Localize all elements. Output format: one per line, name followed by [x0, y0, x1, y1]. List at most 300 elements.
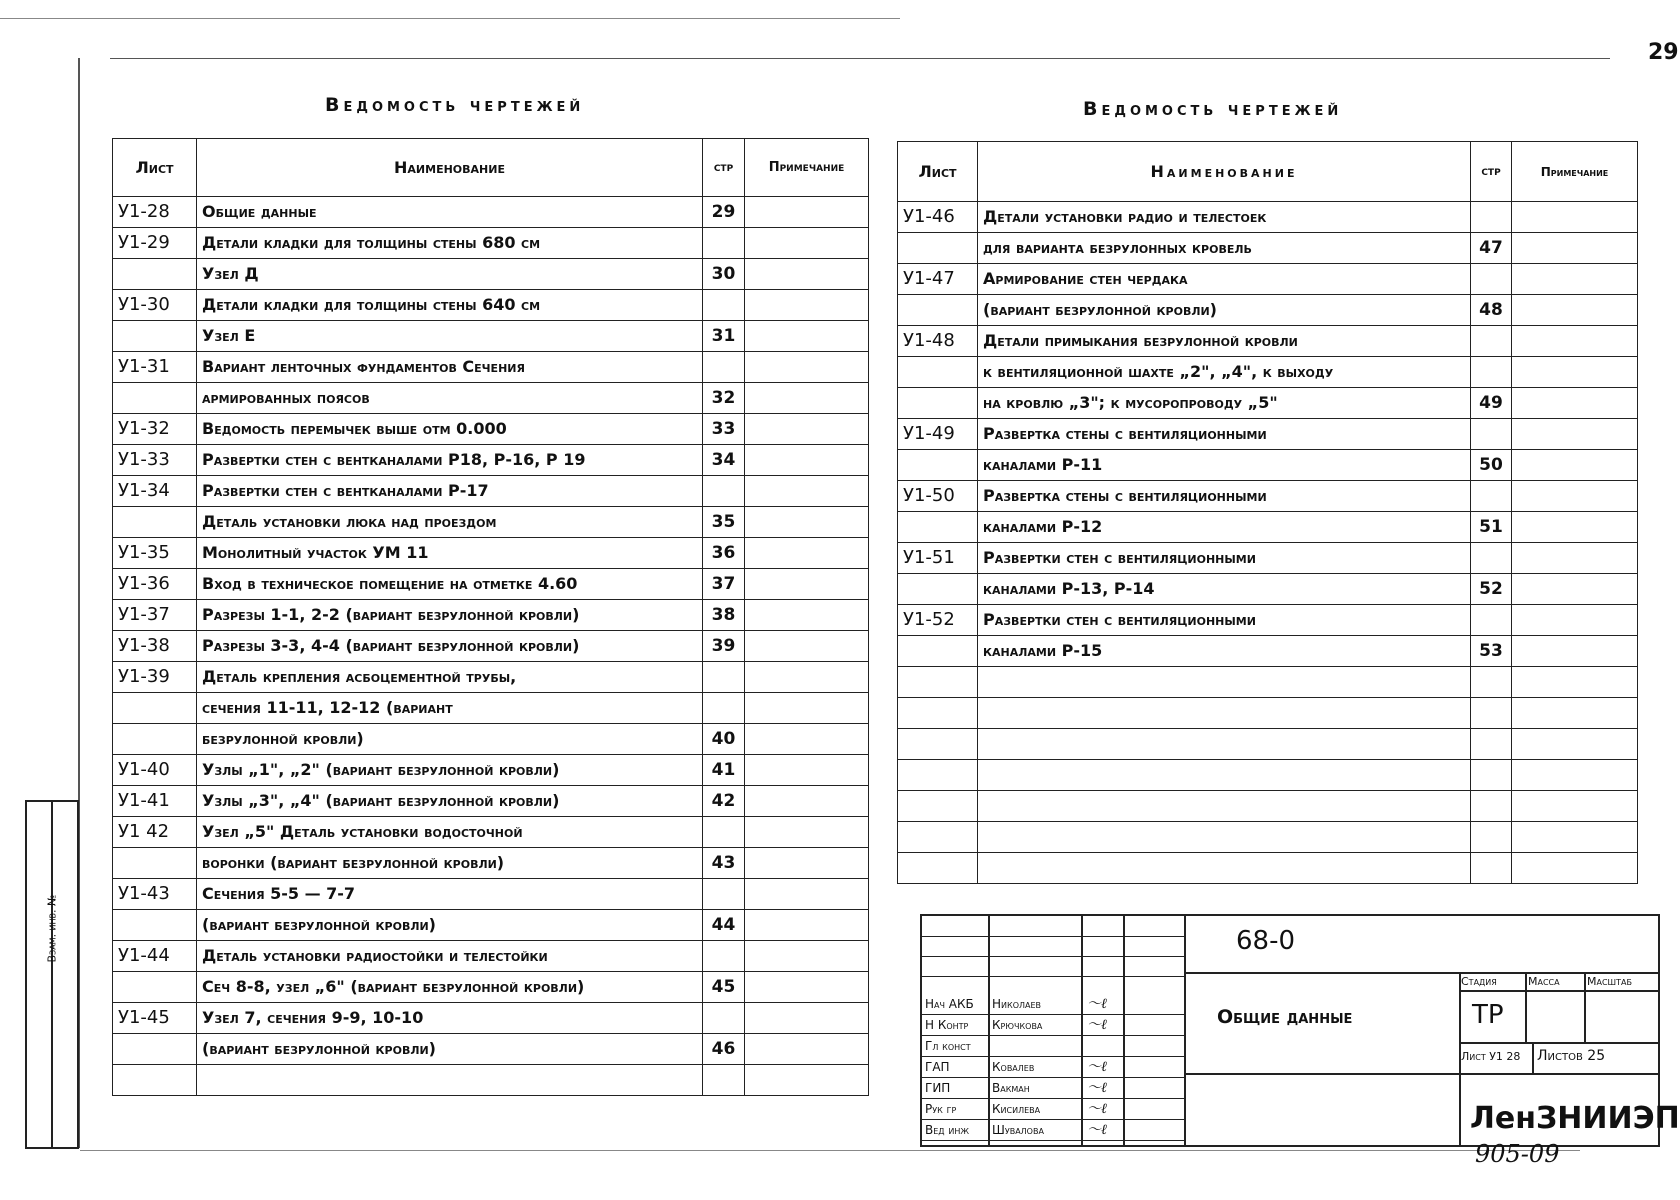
sheet-code — [113, 848, 197, 879]
header-page: стр — [1471, 142, 1512, 202]
table-row — [898, 357, 1638, 388]
drawing-name: Разрезы 1-1, 2-2 (вариант безрулонной кровли) — [197, 600, 703, 631]
drawing-name: Развертки стен с вентканалами Р18, Р-16, Р 19 — [197, 445, 703, 476]
page-number-cell — [1471, 264, 1512, 295]
signatory-name: Ковалев — [992, 1060, 1035, 1074]
sheet-code: У1-50 — [898, 481, 978, 512]
sheet-code — [898, 574, 978, 605]
sheet-code: У1-34 — [113, 476, 197, 507]
sheet-code: У1-32 — [113, 414, 197, 445]
table-row — [898, 450, 1638, 481]
note-cell — [745, 631, 869, 662]
note-cell — [745, 507, 869, 538]
note-cell — [1512, 326, 1638, 357]
sheet-code — [898, 760, 978, 791]
drawing-name: (вариант безрулонной кровли) — [978, 295, 1471, 326]
sheet-code: У1-47 — [898, 264, 978, 295]
note-cell — [1512, 388, 1638, 419]
note-cell — [1512, 295, 1638, 326]
note-cell — [745, 383, 869, 414]
drawing-name: Деталь установки люка над проездом — [197, 507, 703, 538]
table-row — [898, 667, 1638, 698]
note-cell — [1512, 853, 1638, 884]
drawing-name: сечения 11-11, 12-12 (вариант — [197, 693, 703, 724]
note-cell — [745, 972, 869, 1003]
table-row — [898, 729, 1638, 760]
note-cell — [745, 848, 869, 879]
sheet-code: У1 42 — [113, 817, 197, 848]
sheet-code: У1-39 — [113, 662, 197, 693]
sheet-code — [898, 698, 978, 729]
table-row — [898, 791, 1638, 822]
sheet-code — [898, 791, 978, 822]
table-row — [113, 972, 869, 1003]
signatory-name: Вакман — [992, 1081, 1030, 1095]
page-number-cell: 32 — [703, 383, 745, 414]
page-number-cell: 49 — [1471, 388, 1512, 419]
note-cell — [745, 476, 869, 507]
sheet-code — [113, 507, 197, 538]
page-number-cell: 37 — [703, 569, 745, 600]
sheet-code — [898, 388, 978, 419]
table-row — [898, 202, 1638, 233]
drawing-name: Узлы „3", „4" (вариант безрулонной кровли) — [197, 786, 703, 817]
page-number-cell: 47 — [1471, 233, 1512, 264]
left-sheet-title: Ведомость чертежей — [325, 94, 585, 116]
page-number-cell: 51 — [1471, 512, 1512, 543]
page-number-cell — [1471, 791, 1512, 822]
sheet-code — [898, 636, 978, 667]
header-note: Примечание — [1512, 142, 1638, 202]
note-cell — [1512, 233, 1638, 264]
drawing-name: Детали установки радио и телестоек — [978, 202, 1471, 233]
drawing-name — [978, 791, 1471, 822]
note-cell — [745, 569, 869, 600]
page-number-cell: 41 — [703, 755, 745, 786]
note-cell — [745, 693, 869, 724]
page-number-cell — [703, 352, 745, 383]
sheet-code: У1-36 — [113, 569, 197, 600]
drawing-name: Деталь крепления асбоцементной трубы, — [197, 662, 703, 693]
page-number-cell: 31 — [703, 321, 745, 352]
table-row — [898, 326, 1638, 357]
page-number-cell: 40 — [703, 724, 745, 755]
header-note: Примечание — [745, 139, 869, 197]
drawing-name: армированных поясов — [197, 383, 703, 414]
page-number-cell — [1471, 667, 1512, 698]
table-row — [113, 879, 869, 910]
sheet-code — [898, 667, 978, 698]
sheet-code — [113, 1065, 197, 1096]
table-row — [898, 760, 1638, 791]
sheet-code — [898, 357, 978, 388]
note-cell — [745, 352, 869, 383]
page-number-cell — [1471, 543, 1512, 574]
signature: 〜ℓ — [1087, 1080, 1107, 1096]
note-cell — [1512, 822, 1638, 853]
drawing-name: Ведомость перемычек выше отм 0.000 — [197, 414, 703, 445]
page-number-cell — [1471, 605, 1512, 636]
note-cell — [1512, 543, 1638, 574]
sheet-code — [898, 853, 978, 884]
sheet-code — [113, 910, 197, 941]
page-number-cell: 30 — [703, 259, 745, 290]
table-row — [113, 538, 869, 569]
series-number: 905-09 — [1475, 1140, 1560, 1168]
page-number-cell: 34 — [703, 445, 745, 476]
table-row — [113, 662, 869, 693]
table-row — [113, 197, 869, 228]
note-cell — [745, 879, 869, 910]
sheet-code: У1-31 — [113, 352, 197, 383]
signatory-role: ГИП — [925, 1081, 951, 1095]
signatory-role: Рук гр — [925, 1102, 957, 1116]
note-cell — [745, 724, 869, 755]
page-number-cell — [1471, 419, 1512, 450]
page-number-cell — [703, 941, 745, 972]
note-cell — [1512, 791, 1638, 822]
sheets-count: Листов 25 — [1537, 1048, 1606, 1064]
scan-line — [110, 58, 1610, 59]
organization-name: ЛенЗНИИЭП — [1470, 1101, 1680, 1136]
table-row — [898, 636, 1638, 667]
drawing-name: каналами Р-15 — [978, 636, 1471, 667]
drawing-name: безрулонной кровли) — [197, 724, 703, 755]
signature: 〜ℓ — [1087, 1101, 1107, 1117]
page-number-cell — [1471, 760, 1512, 791]
note-cell — [1512, 264, 1638, 295]
drawing-name: Детали примыкания безрулонной кровли — [978, 326, 1471, 357]
drawing-name — [978, 822, 1471, 853]
table-row — [898, 853, 1638, 884]
note-cell — [745, 755, 869, 786]
note-cell — [745, 259, 869, 290]
table-row — [898, 512, 1638, 543]
note-cell — [745, 817, 869, 848]
table-row — [113, 383, 869, 414]
note-cell — [745, 197, 869, 228]
note-cell — [745, 1065, 869, 1096]
table-row — [113, 352, 869, 383]
mass-label: Масса — [1528, 975, 1560, 988]
drawing-name — [978, 729, 1471, 760]
page-number-cell — [703, 879, 745, 910]
page-number-cell: 50 — [1471, 450, 1512, 481]
signatory-name: Николаев — [992, 997, 1042, 1011]
drawing-name: (вариант безрулонной кровли) — [197, 1034, 703, 1065]
note-cell — [745, 600, 869, 631]
table-row — [113, 228, 869, 259]
page-number-cell: 48 — [1471, 295, 1512, 326]
page-number-cell — [1471, 481, 1512, 512]
sheet-code — [898, 822, 978, 853]
sheet-code — [113, 972, 197, 1003]
table-row — [113, 631, 869, 662]
drawing-name: Развертки стен с вентканалами Р-17 — [197, 476, 703, 507]
sheet-code — [898, 233, 978, 264]
table-row — [113, 569, 869, 600]
sheet-code — [898, 729, 978, 760]
signatory-name: Кисилева — [992, 1102, 1041, 1116]
sheet-code: У1-49 — [898, 419, 978, 450]
drawing-name: Сечения 5-5 — 7-7 — [197, 879, 703, 910]
table-row — [113, 290, 869, 321]
drawing-name: Детали кладки для толщины стены 640 см — [197, 290, 703, 321]
table-row — [113, 693, 869, 724]
note-cell — [1512, 605, 1638, 636]
note-cell — [1512, 357, 1638, 388]
drawing-name: Монолитный участок УМ 11 — [197, 538, 703, 569]
stage-label: Стадия — [1461, 975, 1497, 988]
page-number-cell: 53 — [1471, 636, 1512, 667]
page-number-cell: 29 — [703, 197, 745, 228]
table-row — [113, 321, 869, 352]
note-cell — [1512, 450, 1638, 481]
note-cell — [745, 941, 869, 972]
page-number-cell: 44 — [703, 910, 745, 941]
drawing-name: Сеч 8-8, узел „6" (вариант безрулонной кровли) — [197, 972, 703, 1003]
header-sheet: Лист — [113, 139, 197, 197]
sheet-code: У1-33 — [113, 445, 197, 476]
note-cell — [1512, 698, 1638, 729]
drawing-name: Узел „5" Деталь установки водосточной — [197, 817, 703, 848]
page-number-cell — [1471, 357, 1512, 388]
sheet-code — [113, 321, 197, 352]
sheet-code — [898, 295, 978, 326]
drawing-name: для варианта безрулонных кровель — [978, 233, 1471, 264]
signatory-role: Нач АКБ — [925, 997, 974, 1011]
drawing-name: каналами Р-13, Р-14 — [978, 574, 1471, 605]
table-row — [898, 388, 1638, 419]
table-row — [113, 414, 869, 445]
sheet-code — [113, 383, 197, 414]
drawing-name: Развертка стены с вентиляционными — [978, 419, 1471, 450]
left-drawings-table — [112, 138, 869, 1096]
sheet-code: У1-38 — [113, 631, 197, 662]
page-number-cell: 36 — [703, 538, 745, 569]
table-row — [898, 605, 1638, 636]
page-number-cell — [1471, 822, 1512, 853]
page-number-cell — [703, 228, 745, 259]
drawing-name: Общие данные — [197, 197, 703, 228]
table-row — [113, 724, 869, 755]
drawing-name: Узел Е — [197, 321, 703, 352]
signatory-role: Вед инж — [925, 1123, 969, 1137]
drawing-name: Разрезы 3-3, 4-4 (вариант безрулонной кровли) — [197, 631, 703, 662]
page-number-cell — [1471, 698, 1512, 729]
sheet-code: У1-28 — [113, 197, 197, 228]
note-cell — [745, 1034, 869, 1065]
drawing-name: каналами Р-11 — [978, 450, 1471, 481]
right-drawings-table — [897, 141, 1638, 884]
table-row — [113, 1065, 869, 1096]
note-cell — [1512, 636, 1638, 667]
drawing-name: Вход в техническое помещение на отметке 4.60 — [197, 569, 703, 600]
sheet-code: У1-45 — [113, 1003, 197, 1034]
page-number-cell — [703, 662, 745, 693]
note-cell — [745, 910, 869, 941]
drawing-name — [978, 667, 1471, 698]
drawing-name — [978, 760, 1471, 791]
page-number-cell: 52 — [1471, 574, 1512, 605]
table-row — [113, 786, 869, 817]
sheet-code — [113, 724, 197, 755]
note-cell — [1512, 574, 1638, 605]
signatory-name: Крючкова — [992, 1018, 1043, 1032]
table-row — [113, 848, 869, 879]
drawing-name: Узлы „1", „2" (вариант безрулонной кровли) — [197, 755, 703, 786]
note-cell — [745, 321, 869, 352]
table-row — [898, 822, 1638, 853]
signatory-name: Шувалова — [992, 1123, 1044, 1137]
page-number-cell — [1471, 326, 1512, 357]
note-cell — [745, 786, 869, 817]
note-cell — [745, 228, 869, 259]
page-number-cell — [703, 1065, 745, 1096]
sheet-code: У1-37 — [113, 600, 197, 631]
stage-value: ТР — [1472, 1000, 1504, 1030]
page-number: 29 — [1648, 40, 1679, 65]
signatory-role: ГАП — [925, 1060, 950, 1074]
page-number-cell: 43 — [703, 848, 745, 879]
table-row — [113, 259, 869, 290]
drawing-name: Деталь установки радиостойки и телестойки — [197, 941, 703, 972]
drawing-name — [978, 698, 1471, 729]
signatory-role: Н Контр — [925, 1018, 969, 1032]
drawing-name: на кровлю „3"; к мусоропроводу „5" — [978, 388, 1471, 419]
page-number-cell — [703, 817, 745, 848]
page-number-cell — [703, 1003, 745, 1034]
sheet-code — [113, 1034, 197, 1065]
drawing-name: воронки (вариант безрулонной кровли) — [197, 848, 703, 879]
note-cell — [745, 662, 869, 693]
table-row — [898, 698, 1638, 729]
sheet-code: У1-30 — [113, 290, 197, 321]
sheet-code: У1-35 — [113, 538, 197, 569]
page-number-cell: 35 — [703, 507, 745, 538]
sheet-code: У1-51 — [898, 543, 978, 574]
drawing-name — [978, 853, 1471, 884]
note-cell — [1512, 419, 1638, 450]
signature: 〜ℓ — [1087, 1017, 1107, 1033]
sheet-code: У1-41 — [113, 786, 197, 817]
binding-strip — [25, 800, 79, 1149]
note-cell — [745, 538, 869, 569]
drawing-name — [197, 1065, 703, 1096]
table-row — [113, 817, 869, 848]
project-code: 68-0 — [1236, 926, 1296, 956]
table-row — [113, 910, 869, 941]
drawing-name: Армирование стен чердака — [978, 264, 1471, 295]
table-row — [898, 574, 1638, 605]
header-name: Наименование — [197, 139, 703, 197]
binding-strip-label: Взам. инв. № — [45, 894, 59, 963]
page-number-cell: 39 — [703, 631, 745, 662]
signature: 〜ℓ — [1087, 996, 1107, 1012]
sheet-code — [113, 693, 197, 724]
drawing-name: каналами Р-12 — [978, 512, 1471, 543]
scan-line — [80, 1150, 1580, 1151]
page-number-cell: 46 — [703, 1034, 745, 1065]
page-number-cell: 45 — [703, 972, 745, 1003]
sheet-code: У1-52 — [898, 605, 978, 636]
table-row — [113, 941, 869, 972]
page-number-cell — [703, 476, 745, 507]
note-cell — [1512, 512, 1638, 543]
signature: 〜ℓ — [1087, 1122, 1107, 1138]
page-number-cell: 42 — [703, 786, 745, 817]
signatory-role: Гл конст — [925, 1039, 971, 1053]
sheet-code: У1-48 — [898, 326, 978, 357]
drawing-name: Узел 7, сечения 9-9, 10-10 — [197, 1003, 703, 1034]
table-row — [113, 755, 869, 786]
header-sheet: Лист — [898, 142, 978, 202]
page-number-cell: 33 — [703, 414, 745, 445]
sheet-code: У1-46 — [898, 202, 978, 233]
table-row — [113, 600, 869, 631]
note-cell — [745, 290, 869, 321]
title-block — [920, 914, 1680, 1147]
page-number-cell — [1471, 729, 1512, 760]
table-row — [898, 543, 1638, 574]
signature: 〜ℓ — [1087, 1059, 1107, 1075]
sheet-code: У1-44 — [113, 941, 197, 972]
note-cell — [1512, 202, 1638, 233]
drawing-name: Узел Д — [197, 259, 703, 290]
sheet-code: У1-40 — [113, 755, 197, 786]
table-row — [898, 481, 1638, 512]
note-cell — [745, 445, 869, 476]
sheet-code: У1-43 — [113, 879, 197, 910]
scale-label: Масштаб — [1587, 975, 1632, 988]
note-cell — [1512, 481, 1638, 512]
table-row — [113, 1003, 869, 1034]
sheet-code: У1-29 — [113, 228, 197, 259]
table-row — [898, 419, 1638, 450]
table-row — [898, 295, 1638, 326]
drawing-name: Развертки стен с вентиляционными — [978, 605, 1471, 636]
note-cell — [1512, 667, 1638, 698]
page-number-cell — [703, 290, 745, 321]
header-name: Наименование — [978, 142, 1471, 202]
table-row — [113, 476, 869, 507]
drawing-name: Вариант ленточных фундаментов Сечения — [197, 352, 703, 383]
drawing-title: Общие данные — [1217, 1006, 1353, 1028]
note-cell — [1512, 729, 1638, 760]
table-row — [113, 1034, 869, 1065]
page-number-cell — [1471, 202, 1512, 233]
drawing-name: Развертки стен с вентиляционными — [978, 543, 1471, 574]
note-cell — [745, 414, 869, 445]
drawing-name: Развертка стены с вентиляционными — [978, 481, 1471, 512]
page-number-cell — [703, 693, 745, 724]
drawing-name: Детали кладки для толщины стены 680 см — [197, 228, 703, 259]
header-page: стр — [703, 139, 745, 197]
note-cell — [745, 1003, 869, 1034]
drawing-name: к вентиляционной шахте „2", „4", к выходу — [978, 357, 1471, 388]
page-number-cell — [1471, 853, 1512, 884]
table-row — [898, 264, 1638, 295]
sheet-code — [113, 259, 197, 290]
sheet-code — [898, 512, 978, 543]
note-cell — [1512, 760, 1638, 791]
table-row — [113, 445, 869, 476]
sheet-code — [898, 450, 978, 481]
table-row — [898, 233, 1638, 264]
sheet-number: Лист У1 28 — [1461, 1050, 1521, 1063]
page-number-cell: 38 — [703, 600, 745, 631]
right-sheet-title: Ведомость чертежей — [1083, 98, 1343, 120]
